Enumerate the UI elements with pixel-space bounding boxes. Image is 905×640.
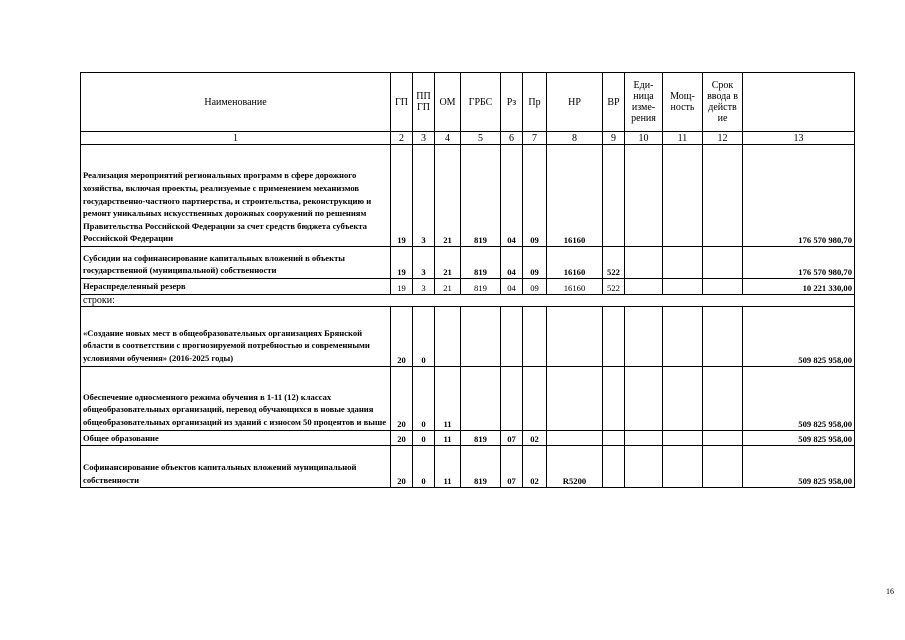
cell-term [703,247,743,279]
cell-pr: 09 [523,247,547,279]
cell-unit [625,247,663,279]
cell-grbs [461,306,501,366]
col-number: 13 [743,132,855,145]
row-name: Общее образование [81,430,391,446]
cell-rz [501,366,523,430]
cell-nr [547,366,603,430]
row-name: Обеспечение односменного режима обучения в 1-11 (12) классах общеобразовательных организаций, перевод обучающихся в новые здания общеобразовательных организаций из зданий с износом 50 процентов и выше [81,366,391,430]
cell-capacity [663,430,703,446]
cell-term [703,430,743,446]
cell-capacity [663,279,703,295]
col-capacity: Мощ-ность [663,73,703,132]
cell-grbs: 819 [461,446,501,488]
cell-gp: 20 [391,446,413,488]
col-number: 9 [603,132,625,145]
table-row [81,430,855,446]
cell-rz: 04 [501,279,523,295]
cell-rz: 07 [501,446,523,488]
table-row [81,247,855,279]
cell-capacity [663,145,703,247]
cell-capacity [663,247,703,279]
col-number: 11 [663,132,703,145]
col-number: 5 [461,132,501,145]
cell-om: 11 [435,366,461,430]
col-number: 3 [413,132,435,145]
cell-term [703,306,743,366]
cell-nr: 16160 [547,247,603,279]
cell-unit [625,430,663,446]
cell-pr [523,366,547,430]
col-gp: ГП [391,73,413,132]
cell-term [703,446,743,488]
cell-vr [603,145,625,247]
cell-amount: 509 825 958,00 [743,366,855,430]
col-name: Наименование [81,73,391,132]
col-nr: НР [547,73,603,132]
cell-pr: 02 [523,430,547,446]
cell-amount: 176 570 980,70 [743,145,855,247]
cell-unit [625,366,663,430]
cell-grbs: 819 [461,430,501,446]
cell-om: 21 [435,145,461,247]
cell-vr [603,430,625,446]
cell-om: 21 [435,279,461,295]
cell-gp: 19 [391,247,413,279]
cell-ppgp: 0 [413,430,435,446]
cell-grbs: 819 [461,145,501,247]
cell-gp: 20 [391,306,413,366]
cell-ppgp: 0 [413,446,435,488]
cell-pr [523,306,547,366]
table-row [81,446,855,488]
cell-amount: 176 570 980,70 [743,247,855,279]
cell-unit [625,145,663,247]
cell-pr: 09 [523,145,547,247]
row-label: строки: [81,294,855,306]
cell-term [703,366,743,430]
col-vr: ВР [603,73,625,132]
cell-vr: 522 [603,247,625,279]
cell-rz [501,306,523,366]
cell-vr [603,366,625,430]
column-numbers-row [81,132,855,145]
cell-term [703,145,743,247]
cell-om [435,306,461,366]
cell-nr [547,430,603,446]
col-number: 12 [703,132,743,145]
cell-vr: 522 [603,279,625,295]
col-number: 7 [523,132,547,145]
cell-nr: 16160 [547,279,603,295]
col-pr: Пр [523,73,547,132]
col-number: 6 [501,132,523,145]
cell-pr: 09 [523,279,547,295]
col-amount [743,73,855,132]
col-unit: Еди-ница изме-рения [625,73,663,132]
cell-ppgp: 0 [413,306,435,366]
cell-grbs [461,366,501,430]
cell-amount: 509 825 958,00 [743,446,855,488]
col-om: ОМ [435,73,461,132]
col-grbs: ГРБС [461,73,501,132]
cell-gp: 20 [391,366,413,430]
table-row [81,294,855,306]
table-row [81,366,855,430]
row-name: «Создание новых мест в общеобразовательных организациях Брянской области в соответствии с прогнозируемой потребностью и современными условиями обучения» (2016-2025 годы) [81,306,391,366]
cell-nr: R5200 [547,446,603,488]
cell-amount: 509 825 958,00 [743,306,855,366]
cell-unit [625,306,663,366]
cell-term [703,279,743,295]
cell-amount: 509 825 958,00 [743,430,855,446]
cell-om: 11 [435,446,461,488]
budget-table [80,72,855,488]
header-row [81,73,855,132]
cell-unit [625,279,663,295]
col-number: 2 [391,132,413,145]
col-term: Срок ввода в действ ие [703,73,743,132]
table-row [81,306,855,366]
cell-vr [603,446,625,488]
row-name: Субсидии на софинансирование капитальных вложений в объекты государственной (муниципальной) собственности [81,247,391,279]
col-rz: Рз [501,73,523,132]
cell-gp: 19 [391,279,413,295]
cell-gp: 19 [391,145,413,247]
cell-ppgp: 0 [413,366,435,430]
row-name: Нераспределенный резерв [81,279,391,295]
cell-rz: 04 [501,145,523,247]
col-number: 4 [435,132,461,145]
cell-capacity [663,366,703,430]
cell-capacity [663,446,703,488]
col-number: 8 [547,132,603,145]
row-name: Софинансирование объектов капитальных вложений муниципальной собственности [81,446,391,488]
cell-ppgp: 3 [413,145,435,247]
cell-nr: 16160 [547,145,603,247]
table-row [81,279,855,295]
cell-ppgp: 3 [413,247,435,279]
cell-capacity [663,306,703,366]
table-row [81,145,855,247]
page-number: 16 [886,587,894,596]
cell-pr: 02 [523,446,547,488]
cell-unit [625,446,663,488]
cell-gp: 20 [391,430,413,446]
cell-ppgp: 3 [413,279,435,295]
col-ppgp: ПП ГП [413,73,435,132]
cell-grbs: 819 [461,247,501,279]
cell-om: 21 [435,247,461,279]
row-name: Реализация мероприятий региональных программ в сфере дорожного хозяйства, включая проекты, реализуемые с применением механизмов государственно-частного партнерства, и строительства, реконструкцию и ремонт уникальных искусственных дорожных сооружений по решениям Правительства Российской Федерации за счет средств бюджета субъекта Российской Федерации [81,145,391,247]
cell-grbs: 819 [461,279,501,295]
cell-vr [603,306,625,366]
col-number: 1 [81,132,391,145]
col-number: 10 [625,132,663,145]
cell-rz: 07 [501,430,523,446]
cell-om: 11 [435,430,461,446]
cell-amount: 10 221 330,00 [743,279,855,295]
cell-nr [547,306,603,366]
cell-rz: 04 [501,247,523,279]
